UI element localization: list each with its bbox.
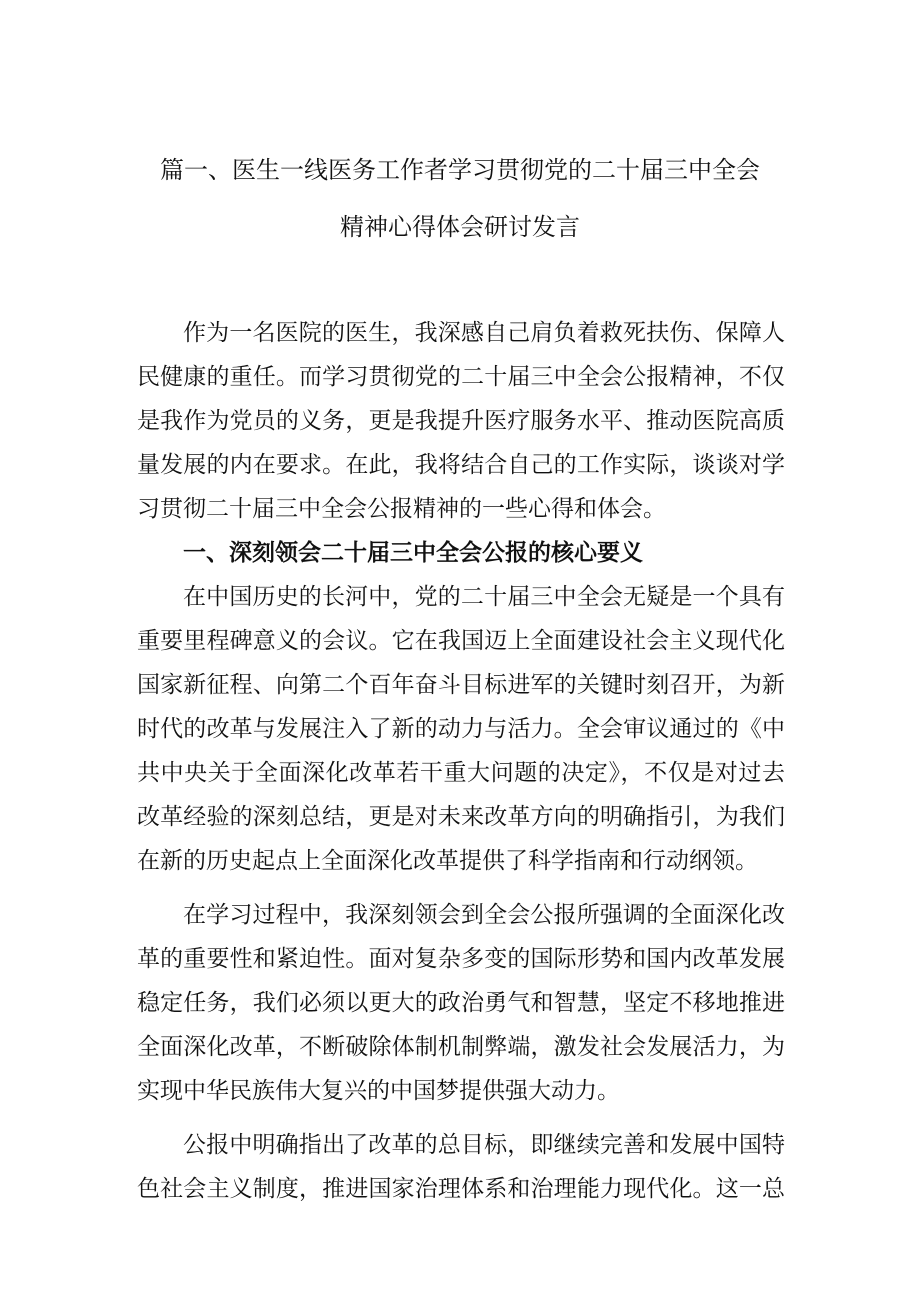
paragraph-line: 国家新征程、向第二个百年奋斗目标进军的关键时刻召开，为新 [137, 672, 785, 698]
paragraph-3 [137, 893, 785, 1113]
paragraph-line: 公报中明确指出了改革的总目标，即继续完善和发展中国特 [183, 1132, 785, 1158]
paragraph-line: 在学习过程中，我深刻领会到全会公报所强调的全面深化改 [183, 902, 785, 928]
paragraph-line: 习贯彻二十届三中全会公报精神的一些心得和体会。 [137, 496, 666, 522]
paragraph-2 [137, 575, 785, 883]
paragraph-line: 稳定任务，我们必须以更大的政治勇气和智慧，坚定不移地推进 [137, 990, 785, 1016]
paragraph-1 [137, 311, 785, 531]
paragraph-line: 实现中华民族伟大复兴的中国梦提供强大动力。 [137, 1078, 620, 1104]
paragraph-line: 在中国历史的长河中，党的二十届三中全会无疑是一个具有 [183, 584, 785, 610]
section-heading-1: 一、深刻领会二十届三中全会公报的核心要义 [183, 540, 643, 566]
paragraph-line: 共中央关于全面深化改革若干重大问题的决定》，不仅是对过去 [137, 760, 785, 786]
paragraph-line: 量发展的内在要求。在此，我将结合自己的工作实际，谈谈对学 [137, 452, 785, 478]
paragraph-line: 在新的历史起点上全面深化改革提供了科学指南和行动纲领。 [137, 848, 758, 874]
document-body [137, 311, 785, 1211]
document-title-line-2: 精神心得体会研讨发言 [340, 213, 580, 241]
document-title-line-1: 篇一、医生一线医务工作者学习贯彻党的二十届三中全会 [160, 156, 760, 184]
paragraph-line: 作为一名医院的医生，我深感自己肩负着救死扶伤、保障人 [183, 320, 785, 346]
paragraph-4 [137, 1123, 785, 1211]
paragraph-line: 民健康的重任。而学习贯彻党的二十届三中全会公报精神，不仅 [137, 364, 785, 390]
paragraph-gap [137, 1113, 785, 1123]
paragraph-line: 时代的改革与发展注入了新的动力与活力。全会审议通过的《中 [137, 716, 785, 742]
paragraph-line: 是我作为党员的义务，更是我提升医疗服务水平、推动医院高质 [137, 408, 785, 434]
paragraph-line: 重要里程碑意义的会议。它在我国迈上全面建设社会主义现代化 [137, 628, 785, 654]
paragraph-line: 改革经验的深刻总结，更是对未来改革方向的明确指引，为我们 [137, 804, 785, 830]
paragraph-line: 革的重要性和紧迫性。面对复杂多变的国际形势和国内改革发展 [137, 946, 785, 972]
paragraph-gap [137, 883, 785, 893]
paragraph-line: 全面深化改革，不断破除体制机制弊端，激发社会发展活力，为 [137, 1034, 785, 1060]
paragraph-line: 色社会主义制度，推进国家治理体系和治理能力现代化。这一总 [137, 1176, 785, 1202]
